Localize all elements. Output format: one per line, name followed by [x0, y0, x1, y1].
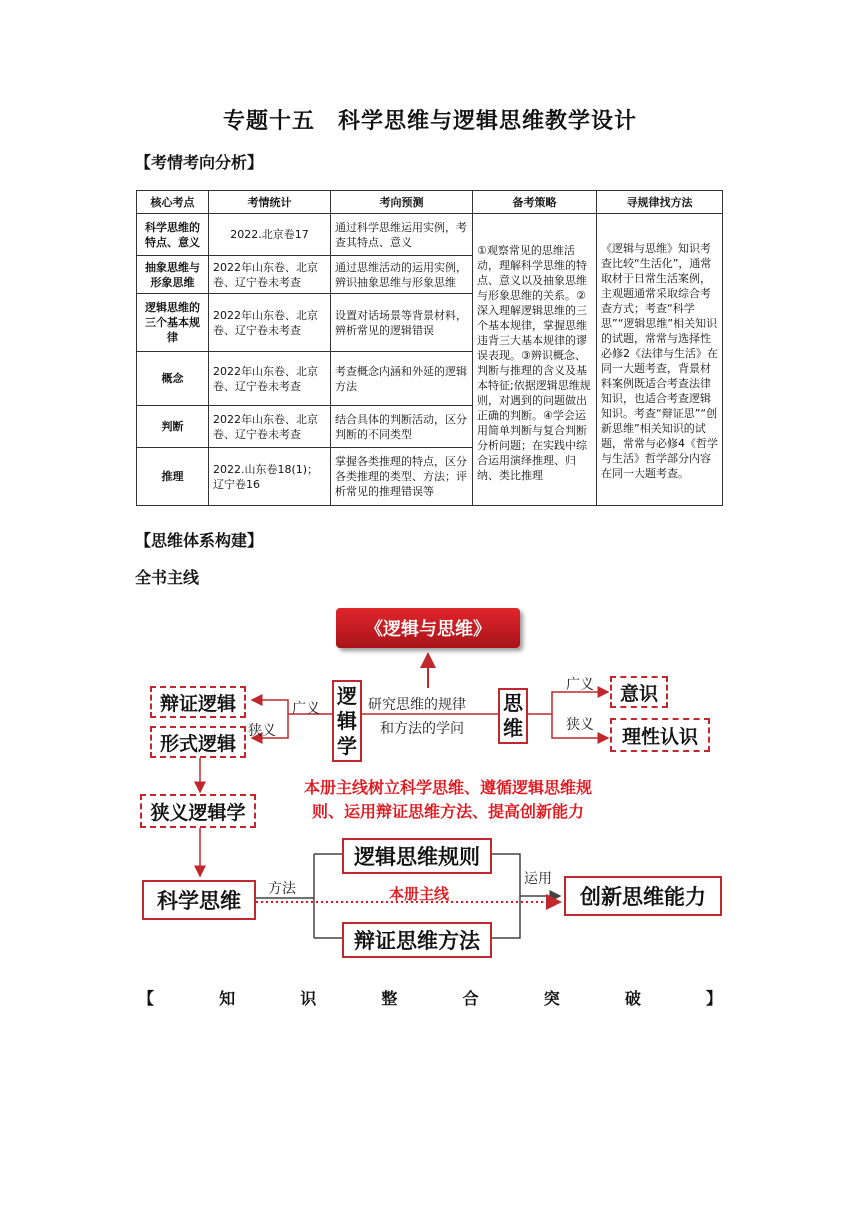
- statistics-cell: 2022.北京卷17: [209, 214, 331, 256]
- statistics-cell: 2022年山东卷、北京卷、辽宁卷未考查: [209, 406, 331, 448]
- dialectical-logic-box: 辩证逻辑: [150, 686, 246, 718]
- table-header-cell: 考向预测: [331, 191, 473, 214]
- core-point-cell: 逻辑思维的三个基本规律: [137, 294, 209, 352]
- statistics-cell: 2022年山东卷、北京卷、辽宁卷未考查: [209, 352, 331, 406]
- narrow-sense-label-right: 狭义: [566, 717, 594, 733]
- creative-ability-box: 创新思维能力: [564, 876, 722, 916]
- scientific-thinking-box: 科学思维: [142, 880, 256, 920]
- statistics-cell: 2022年山东卷、北京卷、辽宁卷未考查: [209, 256, 331, 294]
- banner-logic-and-thinking: 《逻辑与思维》: [336, 608, 520, 648]
- section-heading-thinking-system: 【思维体系构建】: [135, 531, 264, 550]
- prediction-cell: 掌握各类推理的特点，区分各类推理的类型、方法；评析常见的推理错误等: [331, 448, 473, 506]
- statistics-cell: 2022.山东卷18(1)；辽宁卷16: [209, 448, 331, 506]
- prediction-cell: 结合具体的判断活动，区分判断的不同类型: [331, 406, 473, 448]
- table-header-row: [137, 191, 723, 214]
- core-point-cell: 概念: [137, 352, 209, 406]
- main-line-label: 本册主线: [388, 885, 449, 903]
- section-heading-knowledge: [138, 986, 722, 1009]
- exam-analysis-table: [136, 190, 723, 506]
- heading-char: 【: [138, 989, 155, 1008]
- heading-char: 破: [624, 989, 641, 1008]
- table-header-cell: 考情统计: [209, 191, 331, 214]
- main-line-description-2: 则、运用辩证思维方法、提高创新能力: [311, 802, 584, 821]
- thinking-box: 思维: [498, 688, 528, 744]
- page-title: 专题十五 科学思维与逻辑思维教学设计: [222, 109, 637, 134]
- broad-sense-label-right: 广义: [566, 677, 594, 693]
- formal-logic-box: 形式逻辑: [150, 726, 246, 758]
- prediction-cell: 设置对话场景等背景材料，辨析常见的逻辑错误: [331, 294, 473, 352]
- method-label: 方法: [268, 881, 296, 897]
- method-cell: 《逻辑与思维》知识考查比较“生活化”，通常取材于日常生活案例，主观题通常采取综合考查方式；考查“科学思”“逻辑思维”相关知识的试题，常常与选择性必修2《法律与生活》在同一大题考查，背景材料案例既适合考查法律知识，也适合考查逻辑知识。考查“辩证思”“创新思维”相关知识的试题，常常与必修4《哲学与生活》哲学部分内容在同一大题考查。: [597, 214, 723, 506]
- prediction-cell: 通过科学思维运用实例，考查其特点、意义: [331, 214, 473, 256]
- logic-rules-box: 逻辑思维规则: [342, 838, 492, 874]
- narrow-logic-box: 狭义逻辑学: [140, 794, 256, 828]
- core-point-cell: 推理: [137, 448, 209, 506]
- logic-science-box: 逻辑学: [332, 680, 362, 762]
- heading-char: 识: [300, 989, 317, 1008]
- narrow-sense-label-left: 狭义: [248, 723, 276, 739]
- prediction-cell: 通过思维活动的运用实例，辨识抽象思维与形象思维: [331, 256, 473, 294]
- main-line-description-1: 本册主线树立科学思维、遵循逻辑思维规: [303, 778, 592, 797]
- middle-label-line2: 和方法的学问: [380, 721, 464, 737]
- heading-char: 知: [219, 989, 236, 1008]
- heading-char: 合: [462, 989, 479, 1008]
- statistics-cell: 2022年山东卷、北京卷、辽宁卷未考查: [209, 294, 331, 352]
- core-point-cell: 抽象思维与形象思维: [137, 256, 209, 294]
- table-header-cell: 核心考点: [137, 191, 209, 214]
- prediction-cell: 考查概念内涵和外延的逻辑方法: [331, 352, 473, 406]
- consciousness-box: 意识: [610, 676, 668, 708]
- table-row: [137, 214, 723, 256]
- broad-sense-label-left: 广义: [292, 701, 320, 717]
- apply-label: 运用: [524, 871, 552, 887]
- middle-label-line1: 研究思维的规律: [368, 697, 466, 713]
- rational-cognition-box: 理性认识: [610, 718, 710, 752]
- sub-heading-main-line: 全书主线: [135, 568, 200, 587]
- heading-char: 突: [543, 989, 560, 1008]
- core-point-cell: 科学思维的特点、意义: [137, 214, 209, 256]
- dialectical-method-box: 辩证思维方法: [342, 922, 492, 958]
- heading-char: 整: [381, 989, 398, 1008]
- main-line-diagram: [128, 596, 732, 968]
- core-point-cell: 判断: [137, 406, 209, 448]
- table-header-cell: 寻规律找方法: [597, 191, 723, 214]
- table-header-cell: 备考策略: [473, 191, 597, 214]
- heading-char: 】: [705, 989, 722, 1008]
- section-heading-exam-analysis: 【考情考向分析】: [135, 153, 264, 172]
- strategy-cell: ①观察常见的思维活动，理解科学思维的特点、意义以及抽象思维与形象思维的关系。②深入理解逻辑思维的三个基本规律，掌握思维违背三大基本规律的谬误表现。③辨识概念、判断与推理的含义及基本特征;依据逻辑思维规则，对遇到的问题做出正确的判断。④学会运用简单判断与复合判断分析问题；在实践中综合运用演绎推理、归纳、类比推理: [473, 214, 597, 506]
